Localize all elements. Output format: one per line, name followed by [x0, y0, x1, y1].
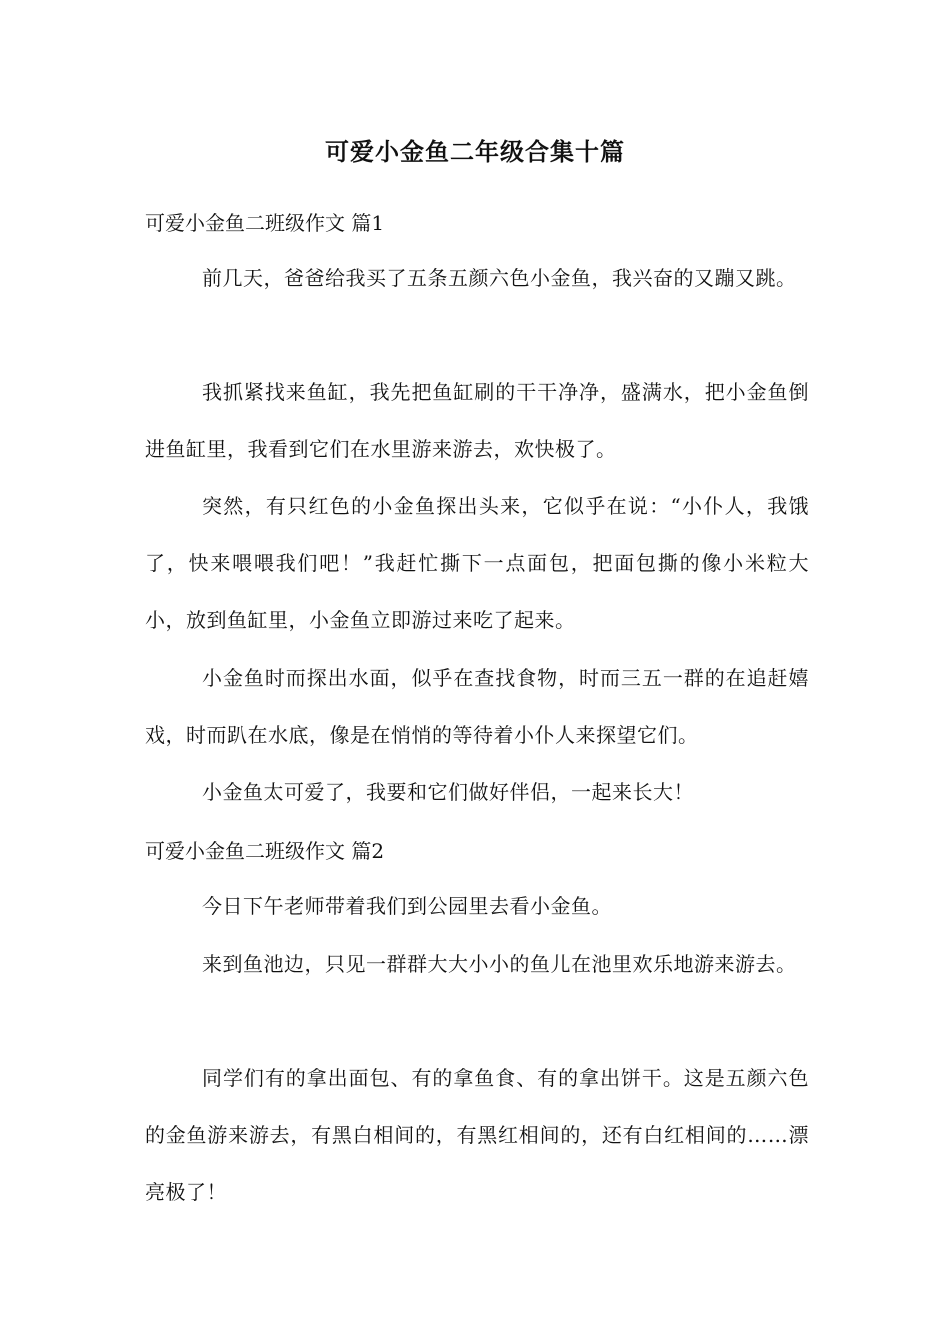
paragraph: 突然，有只红色的小金鱼探出头来，它似乎在说：“小仆人，我饿了，快来喂喂我们吧！”我赶忙撕下一点面包，把面包撕的像小米粒大小，放到鱼缸里，小金鱼立即游过来吃了起来。 [145, 494, 809, 632]
document-title: 可爱小金鱼二年级合集十篇 [325, 137, 625, 166]
paragraph: 今日下午老师带着我们到公园里去看小金鱼。 [202, 894, 612, 918]
paragraph: 前几天，爸爸给我买了五条五颜六色小金鱼，我兴奋的又蹦又跳。 [202, 266, 797, 290]
paragraph: 小金鱼时而探出水面，似乎在查找食物，时而三五一群的在追赶嬉戏，时而趴在水底，像是在悄悄的等待着小仆人来探望它们。 [145, 666, 809, 747]
paragraph: 小金鱼太可爱了，我要和它们做好伴侣，一起来长大！ [202, 780, 694, 804]
section-heading-1: 可爱小金鱼二班级作文 篇1 [145, 211, 385, 235]
section-heading-2: 可爱小金鱼二班级作文 篇2 [145, 839, 385, 863]
paragraph: 同学们有的拿出面包、有的拿鱼食、有的拿出饼干。这是五颜六色的金鱼游来游去，有黑白相间的，有黑红相间的，还有白红相间的……漂亮极了！ [145, 1066, 809, 1204]
paragraph: 来到鱼池边，只见一群群大大小小的鱼儿在池里欢乐地游来游去。 [202, 952, 797, 976]
paragraph: 我抓紧找来鱼缸，我先把鱼缸刷的干干净净，盛满水，把小金鱼倒进鱼缸里，我看到它们在水里游来游去，欢快极了。 [145, 380, 809, 461]
